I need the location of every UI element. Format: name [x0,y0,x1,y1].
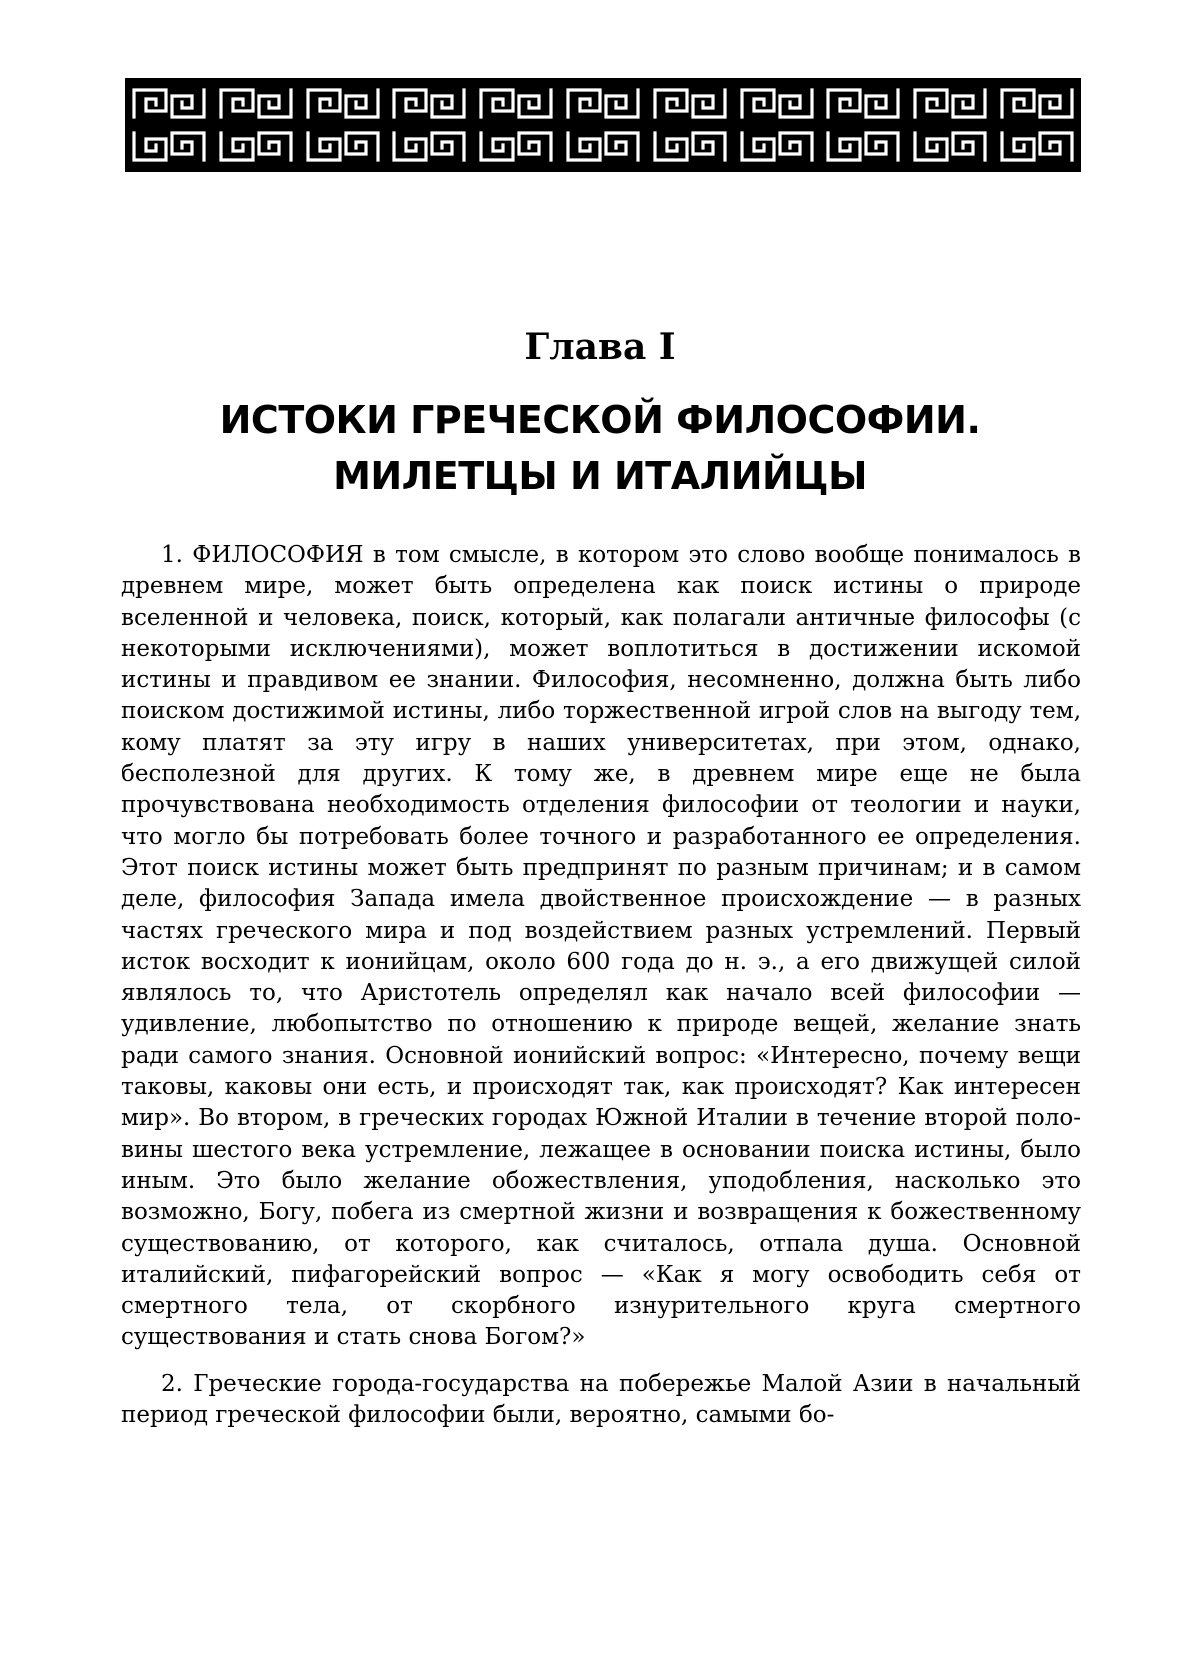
meander-tile-icon [478,130,554,163]
meander-tile-icon [652,87,728,120]
meander-tile-icon [305,130,381,163]
chapter-title [0,392,1200,504]
meander-tile-icon [391,87,467,120]
meander-row-top [131,87,1075,120]
meander-tile-icon [912,87,988,120]
meander-tile-icon [565,87,641,120]
paragraph-1: 1. ФИЛОСОФИЯ в том смысле, в котором это слово вообще понималось в древнем мире, может быть определена как поиск истины о природе вселенной и человека, поиск, который, как полагали античные философы (с некоторыми исключениями), может воплотиться в достижении искомой истины и правдивом ее знании. Философия, несомненно, должна быть либо поиском достижимой истины, либо торжественной игрой слов на выгоду тем, кому платят за эту игру в наших университетах, при этом, однако, бесполезной для других. К тому же, в древнем мире еще не была прочувствована необходимость отделения философии от теологии и науки, что могло бы потребовать более точного и разработанного ее определения. Этот поиск истины может быть предпринят по разным причинам; и в самом деле, философия Запада имела двойственное происхождение — в разных частях греческого мира и под воздействием разных устремлений. Первый исток восходит к ионийцам, около 600 года до н. э., а его движущей силой являлось то, что Аристотель определял как начало всей философии — удивление, любопытство по отношению к природе вещей, желание знать ради самого знания. Основной ионийский вопрос: «Интересно, почему вещи таковы, каковы они есть, и происходят так, как происходят? Как интересен мир». Во втором, в греческих городах Южной Италии в течение второй половины шестого века устремление, лежащее в основании поиска истины, было иным. Это было желание обожествления, уподобления, насколько это возможно, Богу, побега из смертной жизни и возвращения к божественному существованию, от которого, как считалось, отпала душа. Основной италийский, пифагорейский вопрос — «Как я могу освободить себя от смертного тела, от скорбного изнурительного круга смертного существования и стать снова Богом?» [121,542,1081,1351]
meander-tile-icon [739,130,815,163]
meander-tile-icon [131,130,207,163]
body-text [121,540,1081,1431]
meander-tile-icon [305,87,381,120]
meander-tile-icon [565,130,641,163]
greek-key-border [125,78,1081,172]
paragraph-2: 2. Греческие города-государства на побережье Малой Азии в начальный период греческой философии были, вероятно, самыми бо- [121,1370,1081,1429]
meander-tile-icon [825,130,901,163]
meander-tile-icon [739,87,815,120]
meander-tile-icon [652,130,728,163]
meander-tile-icon [999,130,1075,163]
meander-tile-icon [218,87,294,120]
meander-row-bottom [131,130,1075,163]
chapter-label: Глава I [524,326,676,368]
meander-tile-icon [478,87,554,120]
chapter-title-line-2: МИЛЕТЦЫ И ИТАЛИЙЦЫ [333,454,867,498]
meander-tile-icon [391,130,467,163]
meander-tile-icon [131,87,207,120]
chapter-title-line-1: ИСТОКИ ГРЕЧЕСКОЙ ФИЛОСОФИИ. [219,398,981,442]
meander-tile-icon [912,130,988,163]
meander-tile-icon [999,87,1075,120]
meander-tile-icon [825,87,901,120]
meander-tile-icon [218,130,294,163]
